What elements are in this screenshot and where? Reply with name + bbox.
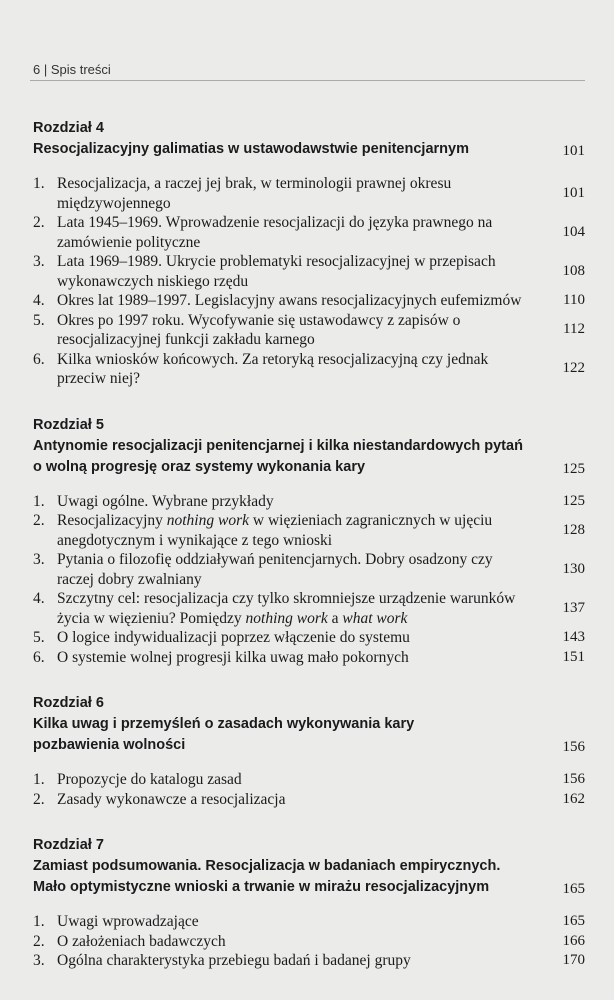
entry-page: 101 [562,184,585,201]
entry-number: 1. [33,913,45,930]
chapter-label: Rozdział 6 [33,695,104,711]
toc-entry [33,648,585,668]
entry-number: 3. [33,551,45,568]
entry-page: 170 [562,952,585,968]
entry-page: 125 [562,492,585,509]
chapter-title-row [33,139,585,160]
entry-text: Pytania o filozofię oddziaływań penitencjarnych. Dobry osadzony czy raczej dobry zwalniany [57,551,493,588]
toc-entry [33,628,585,648]
entry-page: 122 [562,360,585,377]
toc-entry [33,770,585,790]
entry-page: 128 [562,521,585,538]
chapter-page: 101 [562,143,585,159]
entry-number: 4. [33,292,45,309]
toc-entry [33,174,585,213]
entry-number: 1. [33,492,45,510]
entry-number: 1. [33,771,45,788]
entry-number: 6. [33,350,45,368]
entry-number: 1. [33,175,45,192]
chapter-5 [33,415,585,668]
entry-page: 137 [562,599,585,616]
entry-text: Resocjalizacyjny [57,512,167,529]
entry-text: Lata 1969–1989. Ukrycie problematyki resocjalizacyjnej w przepisach wykonawczych niskiego rzędu [57,253,496,290]
chapter-4 [33,118,585,389]
entry-page: 166 [562,932,585,949]
entry-page: 110 [563,292,585,308]
entry-text: Ogólna charakterystyka przebiegu badań i badanej grupy [57,952,411,969]
chapter-6 [33,693,585,809]
toc-entry [33,213,585,252]
toc-entry [33,511,585,550]
entry-number: 5. [33,629,45,646]
toc-entry [33,311,585,350]
chapter-label: Rozdział 4 [33,120,104,136]
table-of-contents [33,118,585,997]
chapter-page: 125 [562,460,585,477]
chapter-title-row [33,714,585,756]
chapter-label: Rozdział 5 [33,416,104,433]
header-rule [30,80,585,81]
chapter-title: Zamiast podsumowania. Resocjalizacja w badaniach empirycznych. Mało optymistyczne wnioski a trwanie w mirażu resocjalizacyjnym [33,858,501,895]
entry-text: Zasady wykonawcze a resocjalizacja [57,790,286,808]
entry-emphasis: nothing work [166,512,249,529]
entry-emphasis: nothing work [245,609,328,627]
entry-text: Szczytny cel: resocjalizacja czy tylko skromniejsze urządzenie warunków życia w więzieniu? Pomiędzy [57,590,516,627]
entry-page: 104 [562,223,585,240]
entry-text: Resocjalizacja, a raczej jej brak, w terminologii prawnej okresu międzywojennego [57,175,452,212]
entry-number: 2. [33,214,45,231]
entry-page: 165 [562,913,585,929]
toc-entry [33,350,585,389]
chapter-title: Resocjalizacyjny galimatias w ustawodawstwie penitencjarnym [33,141,469,157]
entry-page: 108 [562,262,585,279]
entry-page: 130 [562,560,585,577]
entry-text: Uwagi ogólne. Wybrane przykłady [57,492,274,510]
entry-number: 3. [33,952,45,969]
entry-number: 4. [33,590,45,607]
chapter-page: 165 [562,881,585,897]
chapter-label: Rozdział 7 [33,837,104,853]
entry-text: O systemie wolnej progresji kilka uwag mało pokornych [57,648,409,666]
entry-number: 2. [33,790,45,808]
entry-number: 3. [33,253,45,270]
entry-text: Lata 1945–1969. Wprowadzenie resocjalizacji do języka prawnego na zamówienie polityczne [57,214,493,251]
chapter-7 [33,835,585,971]
chapter-title: Antynomie resocjalizacji penitencjarnej i kilka niestandardowych pytań o wolną progresję oraz systemy wykonania kary [33,437,523,475]
entry-text: Uwagi wprowadzające [57,913,199,930]
entry-number: 5. [33,311,45,329]
entry-text: Okres po 1997 roku. Wycofywanie się ustawodawcy z zapisów o resocjalizacyjnej funkcji zakładu karnego [57,311,461,348]
entry-page: 156 [562,771,585,787]
toc-entry [33,790,585,810]
toc-entry [33,252,585,291]
toc-entry [33,951,585,971]
toc-entry [33,291,585,311]
toc-entry [33,589,585,628]
entry-page: 162 [562,790,585,807]
entry-number: 6. [33,648,45,666]
entry-number: 2. [33,512,45,529]
entry-text: O logice indywidualizacji poprzez włączenie do systemu [57,629,410,646]
entry-page: 151 [562,648,585,665]
running-header: 6 | Spis treści [33,62,111,77]
entry-text: a [327,609,343,627]
entry-text: Okres lat 1989–1997. Legislacyjny awans resocjalizacyjnych eufemizmów [57,292,522,309]
entry-number: 2. [33,932,45,950]
entry-text: Propozycje do katalogu zasad [57,771,242,788]
chapter-title-row [33,436,585,478]
entry-emphasis: what work [342,609,408,627]
entry-page: 112 [563,321,585,338]
toc-entry [33,492,585,512]
chapter-title: Kilka uwag i przemyśleń o zasadach wykonywania kary pozbawienia wolności [33,716,415,753]
chapter-page: 156 [562,739,585,755]
chapter-title-row [33,856,585,898]
toc-entry [33,550,585,589]
toc-entry [33,912,585,932]
entry-text: Kilka wniosków końcowych. Za retoryką resocjalizacyjną czy jednak przeciw niej? [57,350,489,387]
entry-text: w więzieniach zagranicznych w ujęciu anegdotycznym i wynikające z tego wnioski [57,512,493,549]
toc-entry [33,932,585,952]
entry-page: 143 [562,629,585,645]
entry-text: O założeniach badawczych [57,932,226,950]
